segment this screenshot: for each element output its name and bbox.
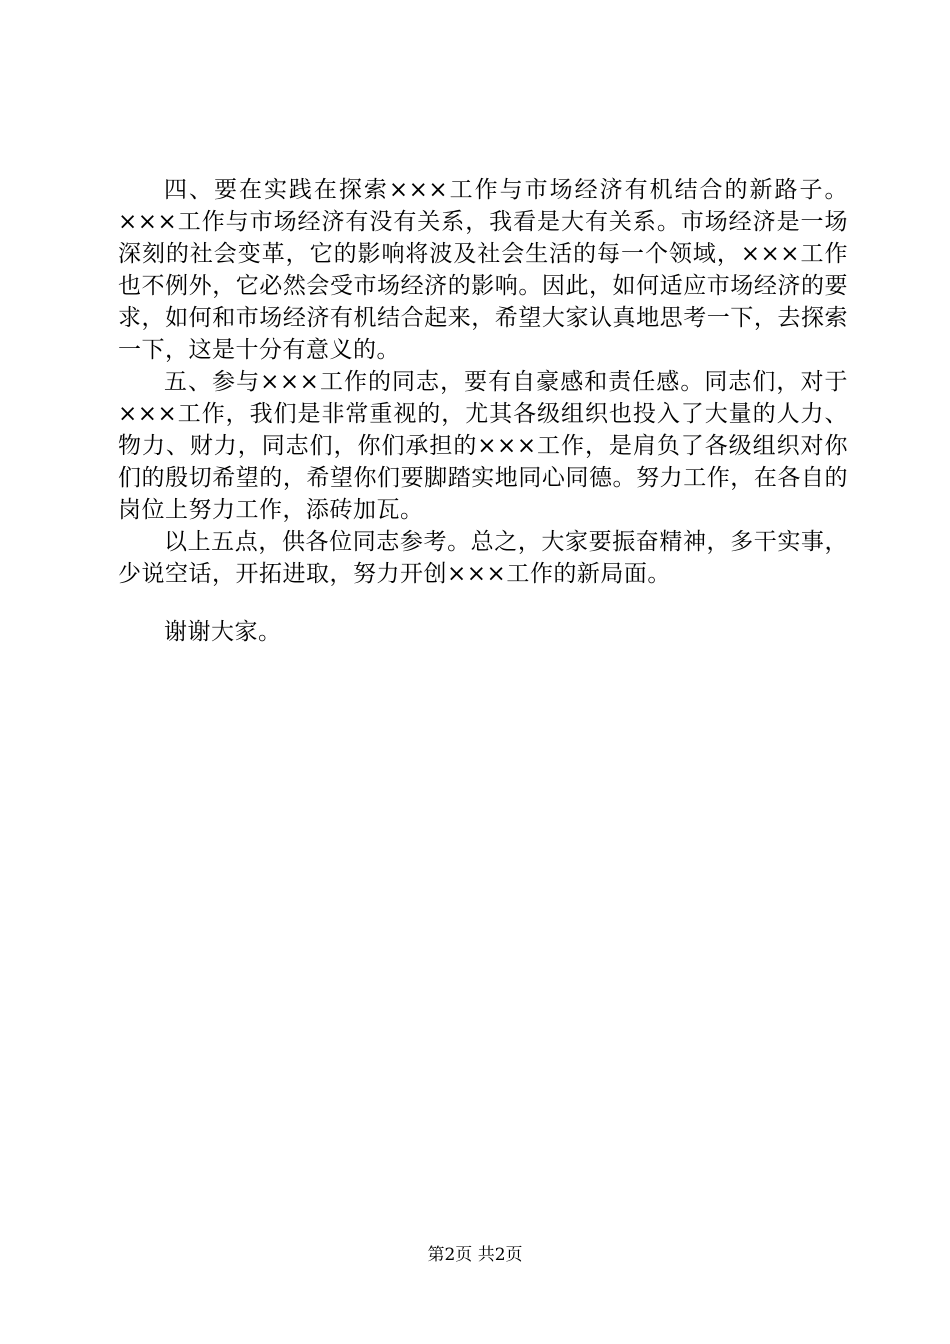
- closing-line: 谢谢大家。: [164, 619, 282, 645]
- paragraph-four: 四、要在实践在探索×××工作与市场经济有机结合的新路子。×××工作与市场经济有没有关系，我看是大有关系。市场经济是一场深刻的社会变革，它的影响将波及社会生活的每一个领域，×××工作也不例外，它必然会受市场经济的影响。因此，如何适应市场经济的要求，如何和市场经济有机结合起来，希望大家认真地思考一下，去探索一下，这是十分有意义的。: [118, 177, 848, 363]
- document-body: [118, 174, 848, 648]
- page-footer: 第2页 共2页: [427, 1245, 523, 1265]
- paragraph-five: 五、参与×××工作的同志，要有自豪感和责任感。同志们，对于×××工作，我们是非常重视的，尤其各级组织也投入了大量的人力、物力、财力，同志们，你们承担的×××工作，是肩负了各级组织对你们的殷切希望的，希望你们要脚踏实地同心同德。努力工作，在各自的岗位上努力工作，添砖加瓦。: [118, 369, 848, 523]
- paragraph-summary: 以上五点，供各位同志参考。总之，大家要振奋精神，多干实事，少说空话，开拓进取，努力开创×××工作的新局面。: [118, 529, 848, 587]
